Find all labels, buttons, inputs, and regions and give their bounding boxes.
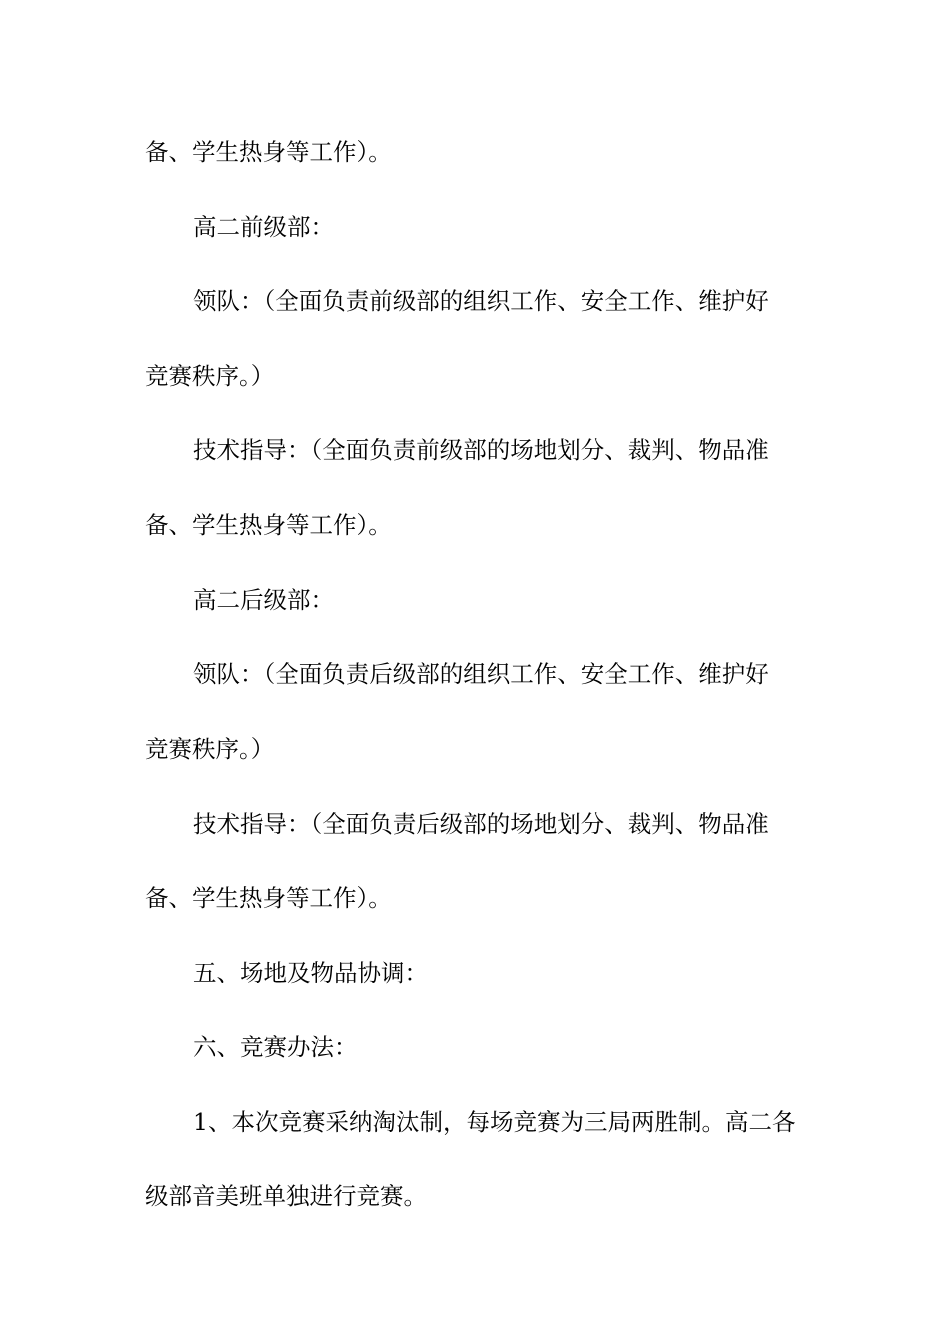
text-line: 1、本次竞赛采纳淘汰制，每场竞赛为三局两胜制。高二各 <box>193 1108 796 1136</box>
text-line: 备、学生热身等工作）。 <box>145 511 392 539</box>
section-heading-front-division: 高二前级部： <box>193 213 334 241</box>
section-heading-back-division: 高二后级部： <box>193 586 334 614</box>
section-heading-venue: 五、场地及物品协调： <box>193 959 428 987</box>
text-line: 技术指导：（全面负责前级部的场地划分、裁判、物品准 <box>193 436 769 464</box>
section-heading-competition-method: 六、竞赛办法： <box>193 1033 358 1061</box>
text-line: 技术指导：（全面负责后级部的场地划分、裁判、物品准 <box>193 810 769 838</box>
text-line: 级部音美班单独进行竞赛。 <box>145 1182 427 1210</box>
text-line: 竞赛秩序。） <box>145 362 275 390</box>
text-line: 领队：（全面负责前级部的组织工作、安全工作、维护好 <box>193 287 769 315</box>
text-line: 领队：（全面负责后级部的组织工作、安全工作、维护好 <box>193 660 769 688</box>
text-line: 备、学生热身等工作）。 <box>145 884 392 912</box>
text-line: 竞赛秩序。） <box>145 735 275 763</box>
text-line: 备、学生热身等工作）。 <box>145 138 392 166</box>
